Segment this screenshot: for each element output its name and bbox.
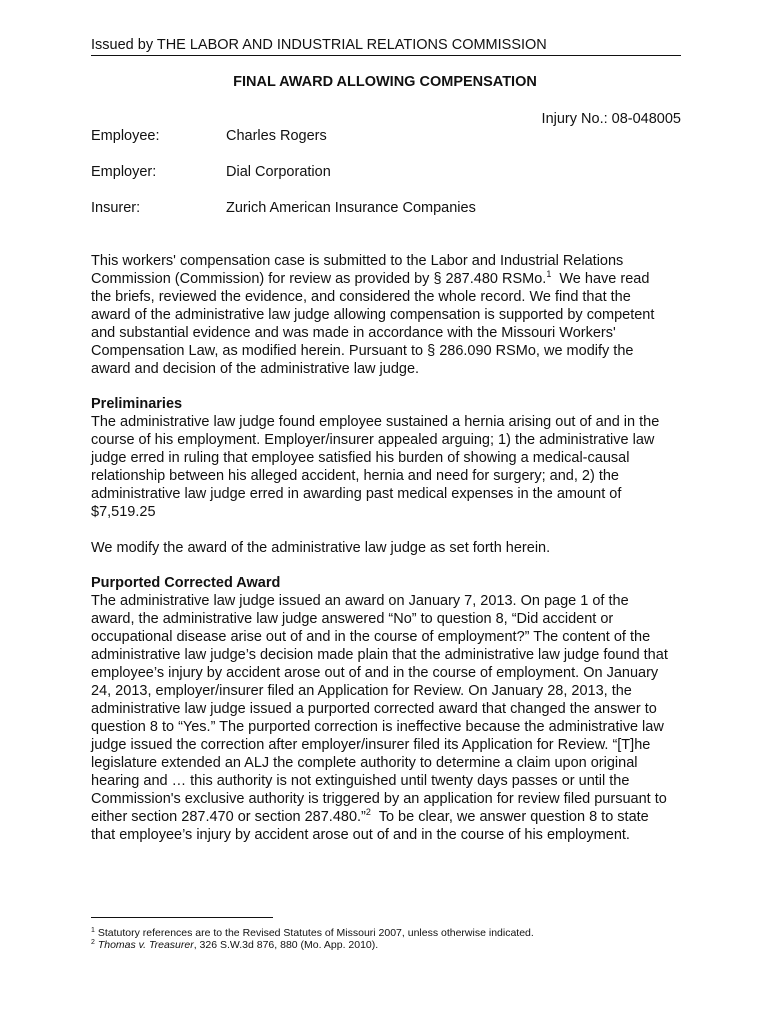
preliminaries-section bbox=[91, 395, 696, 521]
footnote-text: Statutory references are to the Revised Statutes of Missouri 2007, unless otherwise indicated. bbox=[94, 927, 534, 939]
insurer-name: Zurich American Insurance Companies bbox=[226, 200, 476, 216]
section-heading: Purported Corrected Award bbox=[91, 575, 281, 591]
text-line: The administrative law judge issued an award on January 7, 2013. On page 1 of the bbox=[91, 593, 629, 609]
footnote-1 bbox=[91, 927, 691, 939]
text-line: that employee’s injury by accident arose out of and in the course of his employment. bbox=[91, 827, 630, 843]
text-line: award of the administrative law judge allowing compensation is supported by competent bbox=[91, 307, 655, 323]
footnotes bbox=[91, 927, 691, 951]
text-line bbox=[91, 808, 696, 826]
footnote-2 bbox=[91, 939, 691, 951]
employer-name: Dial Corporation bbox=[226, 164, 331, 180]
text-line: employee’s injury by accident arose out of and in the course of employment. On January bbox=[91, 665, 659, 681]
text-line: judge issued the correction after employer/insurer filed its Application for Review. “[T]he bbox=[91, 737, 651, 753]
footnote-mark: 1 bbox=[91, 927, 95, 934]
employer-label: Employer: bbox=[91, 164, 157, 180]
text-line bbox=[91, 270, 696, 288]
text-line: occupational disease arise out of and in the course of employment?” The content of the bbox=[91, 629, 651, 645]
corrected-award-section bbox=[91, 574, 696, 844]
text-line: Compensation Law, as modified herein. Pursuant to § 286.090 RSMo, we modify the bbox=[91, 343, 634, 359]
text-segment: either section 287.470 or section 287.480.” bbox=[91, 809, 366, 825]
award-title: FINAL AWARD ALLOWING COMPENSATION bbox=[233, 74, 537, 90]
footnote-ref-1[interactable]: 1 bbox=[546, 269, 552, 279]
text-line: We modify the award of the administrative law judge as set forth herein. bbox=[91, 540, 551, 556]
text-line: administrative law judge erred in awarding past medical expenses in the amount of bbox=[91, 486, 622, 502]
intro-paragraph bbox=[91, 252, 696, 378]
text-segment: We have read bbox=[551, 271, 650, 287]
text-line: and substantial evidence and was made in accordance with the Missouri Workers' bbox=[91, 325, 616, 341]
text-line: hearing and … this authority is not extinguished until twenty days passes or until the bbox=[91, 773, 630, 789]
footnote-ref-2[interactable]: 2 bbox=[365, 807, 371, 817]
text-segment: Commission (Commission) for review as provided by § 287.480 RSMo. bbox=[91, 271, 547, 287]
text-line: relationship between his alleged accident, hernia and need for surgery; and, 2) the bbox=[91, 468, 619, 484]
text-line: award and decision of the administrative law judge. bbox=[91, 361, 420, 377]
modify-paragraph bbox=[91, 539, 696, 557]
text-line: course of his employment. Employer/insurer appealed arguing; 1) the administrative law bbox=[91, 432, 655, 448]
text-line: the briefs, reviewed the evidence, and considered the whole record. We find that the bbox=[91, 289, 631, 305]
employee-label: Employee: bbox=[91, 128, 160, 144]
text-segment: To be clear, we answer question 8 to state bbox=[370, 809, 649, 825]
text-line: legislature extended an ALJ the complete authority to determine a claim upon original bbox=[91, 755, 638, 771]
text-line: Commission's exclusive authority is triggered by an application for review filed pursuant to bbox=[91, 791, 667, 807]
insurer-label: Insurer: bbox=[91, 200, 141, 216]
text-line: administrative law judge’s decision made plain that the administrative law judge found that bbox=[91, 647, 668, 663]
case-citation: Thomas v. Treasurer bbox=[97, 939, 194, 951]
text-line: administrative law judge issued a purported corrected award that changed the answer to bbox=[91, 701, 657, 717]
footnote-text: , 326 S.W.3d 876, 880 (Mo. App. 2010). bbox=[193, 939, 379, 951]
section-heading: Preliminaries bbox=[91, 396, 183, 412]
text-line: award, the administrative law judge answered “No” to question 8, “Did accident or bbox=[91, 611, 614, 627]
employee-name: Charles Rogers bbox=[226, 128, 327, 144]
footnote-divider bbox=[91, 917, 273, 918]
text-line: judge erred in ruling that employee satisfied his burden of showing a medical-causal bbox=[91, 450, 630, 466]
text-line: This workers' compensation case is submitted to the Labor and Industrial Relations bbox=[91, 253, 624, 269]
issuer-header: Issued by THE LABOR AND INDUSTRIAL RELATIONS COMMISSION bbox=[91, 36, 681, 56]
injury-number: Injury No.: 08-048005 bbox=[541, 111, 681, 127]
text-line: question 8 to “Yes.” The purported correction is ineffective because the administrative law bbox=[91, 719, 664, 735]
text-line: $7,519.25 bbox=[91, 504, 156, 520]
text-line: The administrative law judge found employee sustained a hernia arising out of and in the bbox=[91, 414, 660, 430]
footnote-mark: 2 bbox=[91, 939, 95, 946]
text-line: 24, 2013, employer/insurer filed an Application for Review. On January 28, 2013, the bbox=[91, 683, 632, 699]
